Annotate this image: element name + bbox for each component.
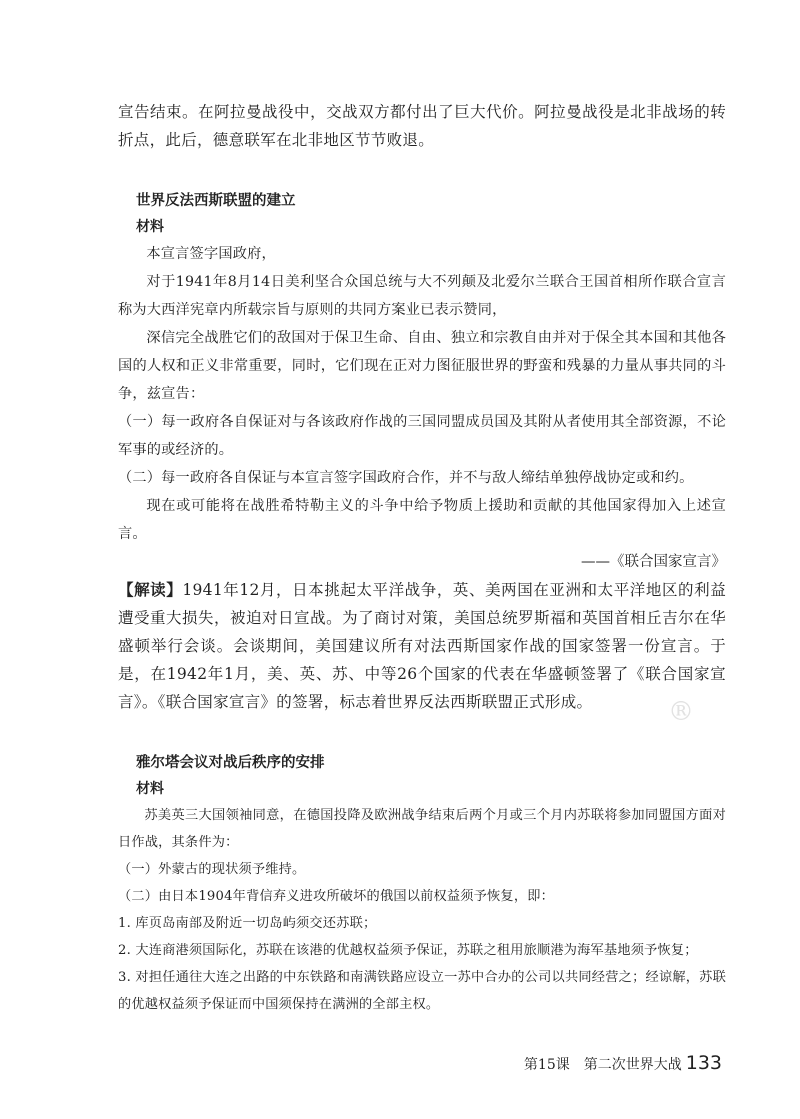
interpretation-paragraph [118, 576, 726, 716]
section-heading-yalta: 雅尔塔会议对战后秩序的安排 [136, 755, 325, 771]
declaration-line: 对于1941年8月14日美利坚合众国总统与大不列颠及北爱尔兰联合王国首相所作联合宣言称为大西洋宪章内所载宗旨与原则的共同方案业已表示赞同， [118, 274, 726, 318]
yalta-line: 苏美英三大国领袖同意，在德国投降及欧洲战争结束后两个月或三个月内苏联将参加同盟国方面对日作战，其条件为： [118, 808, 726, 850]
interpretation-text: 1941年12月，日本挑起太平洋战争，英、美两国在亚洲和太平洋地区的利益遭受重大损失，被迫对日宣战。为了商讨对策，美国总统罗斯福和英国首相丘吉尔在华盛顿举行会谈。会谈期间，美国建议所有对法西斯国家作战的国家签署一份宣言。于是，在1942年1月，美、英、苏、中等26个国家的代表在华盛顿签署了《联合国家宣言》。《联合国家宣言》的签署，标志着世界反法西斯联盟正式形成。 [118, 581, 726, 711]
material-label: 材料 [136, 781, 164, 797]
yalta-item: 3. 对担任通往大连之出路的中东铁路和南满铁路应设立一苏中合办的公司以共同经营之；经谅解，苏联的优越权益须予保证而中国须保持在满洲的全部主权。 [118, 970, 726, 1012]
yalta-item: 2. 大连商港须国际化，苏联在该港的优越权益须予保证，苏联之租用旅顺港为海军基地须予恢复； [118, 943, 698, 958]
registered-mark: ® [668, 697, 694, 727]
page-number: 133 [685, 1052, 722, 1074]
yalta-clause: （一）外蒙古的现状须予维持。 [118, 862, 306, 877]
source-citation: ——《联合国家宣言》 [581, 554, 726, 570]
page-footer [524, 1052, 722, 1074]
declaration-clause: （一）每一政府各自保证对与各该政府作战的三国同盟成员国及其附从者使用其全部资源，不论军事的或经济的。 [118, 414, 726, 458]
interpretation-label: 【解读】 [118, 580, 183, 599]
declaration-line: 深信完全战胜它们的敌国对于保卫生命、自由、独立和宗教自由并对于保全其本国和其他各国的人权和正义非常重要，同时，它们现在正对力图征服世界的野蛮和残暴的力量从事共同的斗争，兹宣告： [118, 330, 726, 402]
lesson-title: 第15课 第二次世界大战 [523, 1057, 682, 1073]
yalta-clause: （二）由日本1904年背信弃义进攻所破坏的俄国以前权益须予恢复，即： [118, 889, 554, 904]
declaration-line: 现在或可能将在战胜希特勒主义的斗争中给予物质上援助和贡献的其他国家得加入上述宣言。 [118, 498, 726, 542]
material-label: 材料 [136, 219, 164, 235]
declaration-line: 本宣言签字国政府， [146, 246, 276, 262]
section-heading-antifascist-alliance: 世界反法西斯联盟的建立 [136, 193, 296, 209]
intro-paragraph: 宣告结束。在阿拉曼战役中，交战双方都付出了巨大代价。阿拉曼战役是北非战场的转折点，此后，德意联军在北非地区节节败退。 [118, 103, 726, 149]
yalta-item: 1. 库页岛南部及附近一切岛屿须交还苏联； [118, 916, 377, 931]
page-content [118, 98, 726, 1018]
declaration-clause: （二）每一政府各自保证与本宣言签字国政府合作，并不与敌人缔结单独停战协定或和约。 [118, 470, 694, 486]
